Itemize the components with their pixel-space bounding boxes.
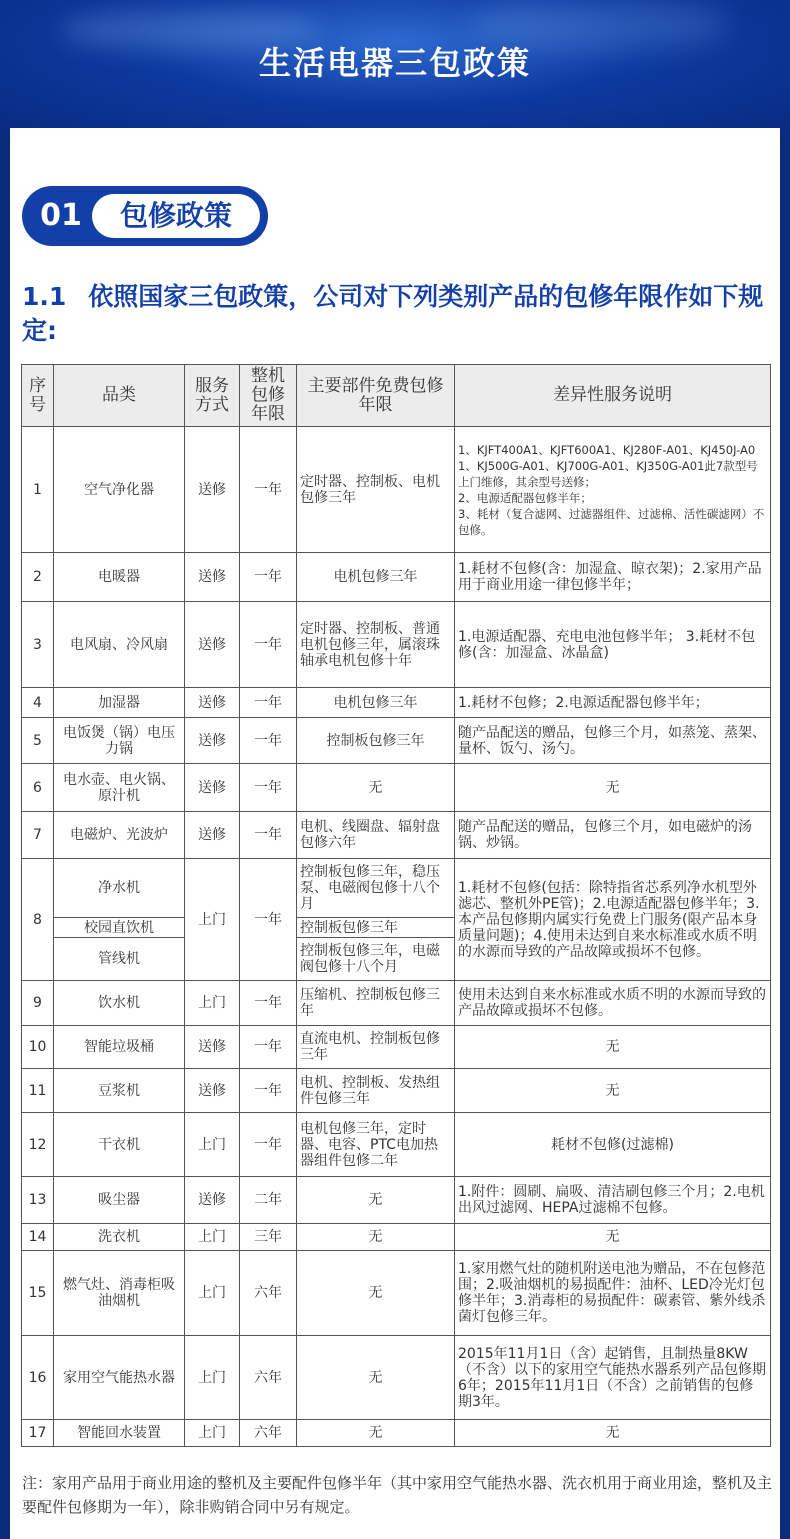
table-row bbox=[22, 1177, 771, 1224]
row-note: 随产品配送的赠品，包修三个月，如电磁炉的汤锅、炒锅。 bbox=[455, 812, 771, 859]
subsection-heading bbox=[22, 280, 774, 348]
row-note: 1.耗材不包修(含：加湿盒、晾衣架)；2.家用产品用于商业用途一律包修半年； bbox=[455, 553, 771, 602]
table-header-row bbox=[22, 365, 771, 427]
row-number: 9 bbox=[22, 981, 54, 1026]
header-cell: 服务方式 bbox=[185, 365, 240, 427]
row-period: 二年 bbox=[240, 1177, 297, 1224]
row-period: 一年 bbox=[240, 764, 297, 812]
row-note: 无 bbox=[455, 1224, 771, 1251]
header-cell: 整机包修年限 bbox=[240, 365, 297, 427]
row-number: 10 bbox=[22, 1026, 54, 1069]
row-method: 上门 bbox=[185, 981, 240, 1026]
row-number: 2 bbox=[22, 553, 54, 602]
row-category: 电磁炉、光波炉 bbox=[54, 812, 185, 859]
row-method: 上门 bbox=[185, 1224, 240, 1251]
row-category: 管线机 bbox=[54, 938, 185, 981]
note-line: 2、电源适配器包修半年； bbox=[458, 490, 592, 505]
row-parts: 控制板包修三年 bbox=[297, 718, 455, 764]
row-period: 一年 bbox=[240, 427, 297, 553]
row-parts: 控制板包修三年 bbox=[297, 918, 455, 938]
section-number: 01 bbox=[40, 198, 82, 233]
row-category: 电饭煲（锅）电压力锅 bbox=[54, 718, 185, 764]
row-number: 5 bbox=[22, 718, 54, 764]
row-period: 一年 bbox=[240, 981, 297, 1026]
row-parts: 无 bbox=[297, 764, 455, 812]
table-row bbox=[22, 1113, 771, 1177]
row-category: 吸尘器 bbox=[54, 1177, 185, 1224]
row-category: 电风扇、冷风扇 bbox=[54, 602, 185, 688]
table-row bbox=[22, 1069, 771, 1113]
row-parts: 压缩机、控制板包修三年 bbox=[297, 981, 455, 1026]
table-row bbox=[22, 812, 771, 859]
row-parts: 控制板包修三年，稳压泵、电磁阀包修十八个月 bbox=[297, 859, 455, 918]
row-note: 无 bbox=[455, 1069, 771, 1113]
table-row bbox=[22, 688, 771, 718]
row-method: 送修 bbox=[185, 553, 240, 602]
table-row bbox=[22, 1224, 771, 1251]
table-row bbox=[22, 981, 771, 1026]
row-method: 送修 bbox=[185, 764, 240, 812]
row-period: 一年 bbox=[240, 602, 297, 688]
row-parts: 无 bbox=[297, 1251, 455, 1336]
row-category: 燃气灶、消毒柜吸油烟机 bbox=[54, 1251, 185, 1336]
row-category: 电水壶、电火锅、原汁机 bbox=[54, 764, 185, 812]
row-category: 净水机 bbox=[54, 859, 185, 918]
row-category: 空气净化器 bbox=[54, 427, 185, 553]
table-row bbox=[22, 1026, 771, 1069]
note-line: 3、耗材（复合滤网、过滤器组件、过滤棉、活性碳滤网）不包修。 bbox=[458, 506, 765, 537]
row-method: 上门 bbox=[185, 859, 240, 981]
row-note: 1.耗材不包修(包括：除特指省芯系列净水机型外滤芯、整机外PE管)；2.电源适配器包修半年；3.本产品包修期内属实行免费上门服务(限产品本身质量问题)；4.使用未达到自来水标准或水质不明的水源而导致的产品故障或损坏不包修。 bbox=[455, 859, 771, 981]
row-parts: 定时器、控制板、普通电机包修三年，属滚珠轴承电机包修十年 bbox=[297, 602, 455, 688]
row-method: 送修 bbox=[185, 602, 240, 688]
row-number: 3 bbox=[22, 602, 54, 688]
row-category: 智能回水装置 bbox=[54, 1420, 185, 1447]
row-period: 一年 bbox=[240, 1069, 297, 1113]
subsection-text: 依照国家三包政策，公司对下列类别产品的包修年限作如下规定: bbox=[22, 282, 764, 345]
row-parts: 定时器、控制板、电机包修三年 bbox=[297, 427, 455, 553]
row-number: 16 bbox=[22, 1336, 54, 1420]
row-method: 送修 bbox=[185, 1069, 240, 1113]
row-note: 随产品配送的赠品，包修三个月，如蒸笼、蒸架、量杯、饭勺、汤勺。 bbox=[455, 718, 771, 764]
row-note: 使用未达到自来水标准或水质不明的水源而导致的产品故障或损坏不包修。 bbox=[455, 981, 771, 1026]
row-number: 17 bbox=[22, 1420, 54, 1447]
row-period: 一年 bbox=[240, 718, 297, 764]
row-category: 洗衣机 bbox=[54, 1224, 185, 1251]
row-parts: 电机包修三年，定时器、电容、PTC电加热器组件包修二年 bbox=[297, 1113, 455, 1177]
row-category: 加湿器 bbox=[54, 688, 185, 718]
row-period: 六年 bbox=[240, 1420, 297, 1447]
row-number: 14 bbox=[22, 1224, 54, 1251]
row-number: 6 bbox=[22, 764, 54, 812]
row-number: 8 bbox=[22, 859, 54, 981]
header-cell: 主要部件免费包修年限 bbox=[297, 365, 455, 427]
row-parts: 控制板包修三年，电磁阀包修十八个月 bbox=[297, 938, 455, 981]
row-parts: 无 bbox=[297, 1177, 455, 1224]
row-number: 12 bbox=[22, 1113, 54, 1177]
table-row bbox=[22, 1251, 771, 1336]
row-category: 家用空气能热水器 bbox=[54, 1336, 185, 1420]
row-note: 耗材不包修(过滤棉) bbox=[455, 1113, 771, 1177]
row-method: 上门 bbox=[185, 1251, 240, 1336]
row-parts: 无 bbox=[297, 1336, 455, 1420]
subsection-number: 1.1 bbox=[22, 282, 67, 311]
row-method: 送修 bbox=[185, 812, 240, 859]
row-number: 11 bbox=[22, 1069, 54, 1113]
row-number: 7 bbox=[22, 812, 54, 859]
row-method: 上门 bbox=[185, 1113, 240, 1177]
row-parts: 电机包修三年 bbox=[297, 553, 455, 602]
row-period: 一年 bbox=[240, 859, 297, 981]
row-note: 无 bbox=[455, 1420, 771, 1447]
row-note bbox=[455, 427, 771, 553]
row-note: 1.家用燃气灶的随机附送电池为赠品，不在包修范围；2.吸油烟机的易损配件：油杯、LED冷光灯包修半年；3.消毒柜的易损配件：碳素管、紫外线杀菌灯包修三年。 bbox=[455, 1251, 771, 1336]
row-period: 三年 bbox=[240, 1224, 297, 1251]
row-period: 六年 bbox=[240, 1336, 297, 1420]
row-parts: 电机包修三年 bbox=[297, 688, 455, 718]
row-method: 送修 bbox=[185, 1177, 240, 1224]
row-number: 1 bbox=[22, 427, 54, 553]
row-note: 无 bbox=[455, 764, 771, 812]
row-note: 1.耗材不包修；2.电源适配器包修半年； bbox=[455, 688, 771, 718]
header-cell: 差异性服务说明 bbox=[455, 365, 771, 427]
row-category: 饮水机 bbox=[54, 981, 185, 1026]
table-row bbox=[22, 427, 771, 553]
table-row bbox=[22, 859, 771, 918]
row-note: 2015年11月1日（含）起销售，且制热量8KW（不含）以下的家用空气能热水器系列产品包修期6年；2015年11月1日（不含）之前销售的包修期3年。 bbox=[455, 1336, 771, 1420]
row-period: 一年 bbox=[240, 1026, 297, 1069]
warranty-table bbox=[21, 364, 771, 1447]
row-parts: 直流电机、控制板包修三年 bbox=[297, 1026, 455, 1069]
footnote: 注：家用产品用于商业用途的整机及主要配件包修半年（其中家用空气能热水器、洗衣机用于商业用途，整机及主要配件包修期为一年），除非购销合同中另有规定。 bbox=[22, 1474, 773, 1516]
table-row bbox=[22, 718, 771, 764]
row-method: 送修 bbox=[185, 427, 240, 553]
row-period: 一年 bbox=[240, 812, 297, 859]
row-period: 一年 bbox=[240, 688, 297, 718]
row-category: 校园直饮机 bbox=[54, 918, 185, 938]
row-period: 六年 bbox=[240, 1251, 297, 1336]
table-row bbox=[22, 764, 771, 812]
row-method: 送修 bbox=[185, 1026, 240, 1069]
section-name: 包修政策 bbox=[92, 194, 260, 238]
header-cell: 序号 bbox=[22, 365, 54, 427]
row-number: 13 bbox=[22, 1177, 54, 1224]
row-note: 1.电源适配器、充电电池包修半年； 3.耗材不包修(含：加湿盒、冰晶盒) bbox=[455, 602, 771, 688]
row-method: 上门 bbox=[185, 1336, 240, 1420]
row-period: 一年 bbox=[240, 1113, 297, 1177]
header-cell: 品类 bbox=[54, 365, 185, 427]
row-note: 无 bbox=[455, 1026, 771, 1069]
row-category: 智能垃圾桶 bbox=[54, 1026, 185, 1069]
row-period: 一年 bbox=[240, 553, 297, 602]
row-category: 干衣机 bbox=[54, 1113, 185, 1177]
table-row bbox=[22, 602, 771, 688]
row-category: 电暖器 bbox=[54, 553, 185, 602]
row-number: 4 bbox=[22, 688, 54, 718]
table-row bbox=[22, 1420, 771, 1447]
row-number: 15 bbox=[22, 1251, 54, 1336]
page-title: 生活电器三包政策 bbox=[258, 44, 531, 82]
row-method: 上门 bbox=[185, 1420, 240, 1447]
row-parts: 电机、线圈盘、辐射盘包修六年 bbox=[297, 812, 455, 859]
row-method: 送修 bbox=[185, 718, 240, 764]
table-row bbox=[22, 1336, 771, 1420]
row-parts: 无 bbox=[297, 1420, 455, 1447]
table-row bbox=[22, 553, 771, 602]
row-category: 豆浆机 bbox=[54, 1069, 185, 1113]
row-note: 1.附件：圆刷、扁吸、清洁刷包修三个月；2.电机出风过滤网、HEPA过滤棉不包修。 bbox=[455, 1177, 771, 1224]
row-parts: 电机、控制板、发热组件包修三年 bbox=[297, 1069, 455, 1113]
row-method: 送修 bbox=[185, 688, 240, 718]
note-line: 1、KJFT400A1、KJFT600A1、KJ280F-A01、KJ450J-A01、KJ500G-A01、KJ700G-A01、KJ350G-A01此7款型号上门维修，其余型号送修； bbox=[458, 442, 758, 489]
row-parts: 无 bbox=[297, 1224, 455, 1251]
